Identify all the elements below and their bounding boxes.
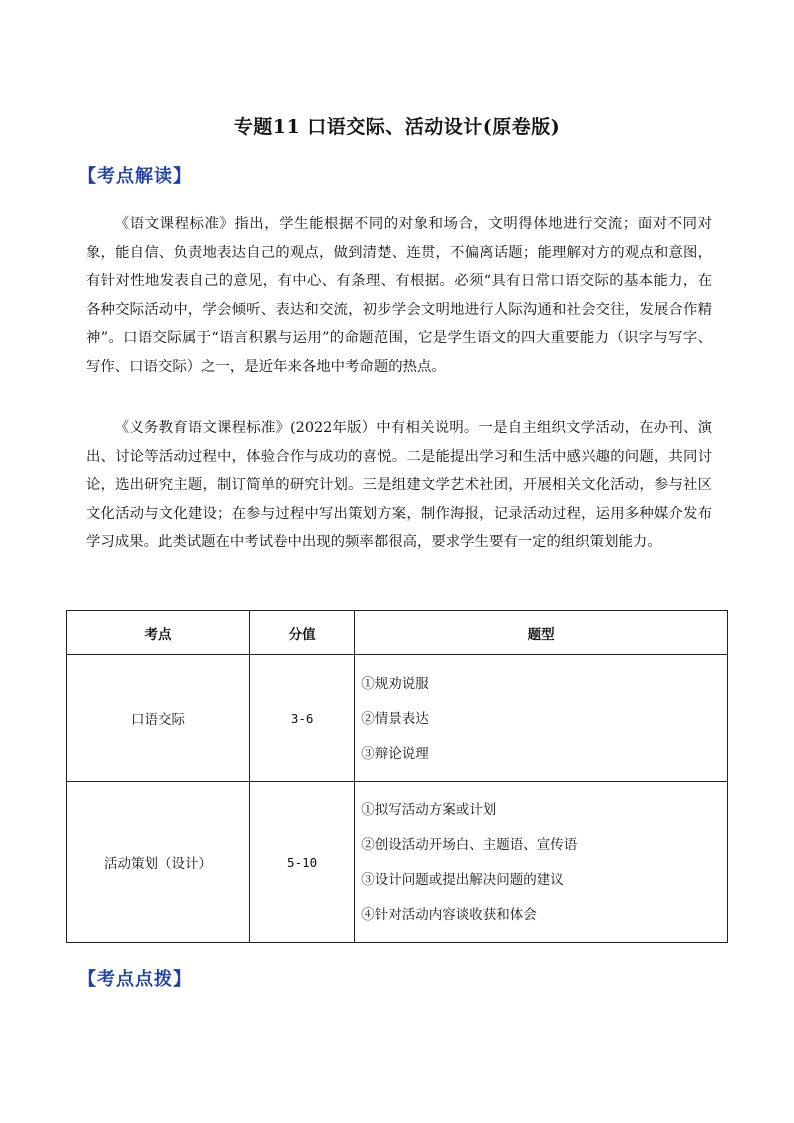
section-heading-analysis: 【考点解读】 (78, 166, 192, 187)
table-row (67, 782, 728, 943)
table-cell-types (355, 655, 728, 782)
table-header-row (67, 611, 728, 655)
question-type-item: ②创设活动开场白、主题语、宣传语 (361, 837, 578, 853)
paragraph-standard: 《语文课程标准》指出，学生能根据不同的对象和场合，文明得体地进行交流；面对不同对象，能自信、负责地表达自己的观点，做到清楚、连贯，不偏离话题；能理解对方的观点和意图，有针对性地发表自己的意见，有中心、有条理、有根据。必须“具有日常口语交际的基本能力，在各种交际活动中，学会倾听、表达和交流，初步学会文明地进行人际沟通和社会交往，发展合作精神”。口语交际属于“语言积累与运用”的命题范围，它是学生语文的四大重要能力（识字与写字、写作、口语交际）之一，是近年来各地中考命题的热点。 (86, 216, 712, 375)
question-type-item: ①拟写活动方案或计划 (361, 802, 497, 818)
table-cell-point: 口语交际 (67, 655, 250, 782)
question-type-item: ①规劝说服 (361, 675, 429, 692)
question-type-item: ②情景表达 (361, 710, 429, 727)
table-cell-types (355, 782, 728, 943)
exam-points-table (66, 610, 728, 943)
question-type-item: ③设计问题或提出解决问题的建议 (361, 872, 564, 888)
question-type-item: ④针对活动内容谈收获和体会 (361, 907, 537, 923)
table-header-type: 题型 (355, 611, 728, 655)
table-cell-score: 3-6 (249, 655, 354, 782)
question-type-item: ③辩论说理 (361, 745, 429, 762)
section-heading-tips: 【考点点拨】 (78, 969, 192, 990)
table-header-score: 分值 (249, 611, 354, 655)
table-header-point: 考点 (67, 611, 250, 655)
page-title: 专题11 口语交际、活动设计(原卷版) (233, 116, 561, 138)
paragraph-compulsory-standard: 《义务教育语文课程标准》(2022年版）中有相关说明。一是自主组织文学活动，在办刊、演出、讨论等活动过程中，体验合作与成功的喜悦。二是能提出学习和生活中感兴趣的问题，共同讨论，选出研究主题，制订简单的研究计划。三是组建文学艺术社团，开展相关文化活动，参与社区文化活动与文化建设；在参与过程中写出策划方案，制作海报，记录活动过程，运用多种媒介发布学习成果。此类试题在中考试卷中出现的频率都很高，要求学生要有一定的组织策划能力。 (86, 420, 712, 551)
table-row (67, 655, 728, 782)
table-cell-score: 5-10 (249, 782, 354, 943)
table-cell-point: 活动策划（设计） (67, 782, 250, 943)
